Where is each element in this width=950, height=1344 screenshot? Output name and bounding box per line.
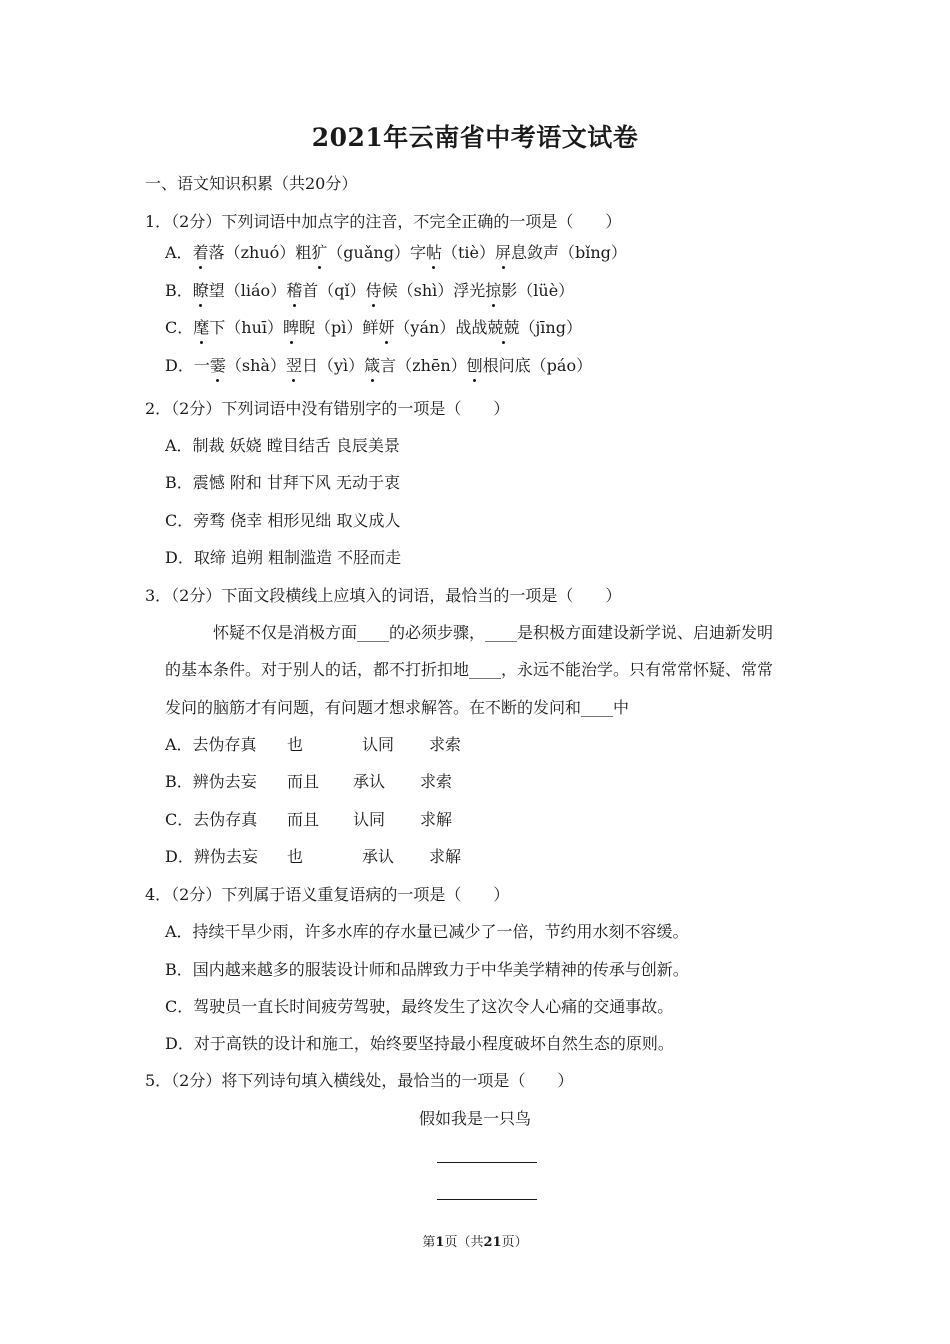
poem-blank-2: [437, 1199, 537, 1200]
question-3-option-a: A．去伪存真 也 认同 求索: [165, 735, 462, 754]
question-4-stem: 4．（2分）下列属于语义重复语病的一项是（ ）: [145, 885, 510, 904]
question-2-stem: 2．（2分）下列词语中没有错别字的一项是（ ）: [145, 399, 510, 418]
question-3-passage-line-1: 怀疑不仅是消极方面____的必须步骤，____是积极方面建设新学说、启迪新发明: [213, 623, 774, 642]
question-2-option-a: A．制裁 妖娆 瞠目结舌 良辰美景: [165, 436, 400, 455]
question-2-option-d: D．取缔 追朔 粗制滥造 不胫而走: [165, 548, 402, 567]
question-1-stem: 1．（2分）下列词语中加点字的注音，不完全正确的一项是（ ）: [145, 212, 622, 231]
question-5-stem: 5．（2分）将下列诗句填入横线处，最恰当的一项是（ ）: [145, 1071, 574, 1090]
question-3-stem: 3．（2分）下面文段横线上应填入的词语，最恰当的一项是（ ）: [145, 586, 622, 605]
question-3-passage-line-2: 的基本条件。对于别人的话，都不打折扣地____，永远不能治学。只有常常怀疑、常常: [165, 660, 774, 679]
poem-blank-1: [437, 1162, 537, 1163]
page-title: 2021年云南省中考语文试卷: [311, 123, 639, 152]
question-3-passage-line-3: 发问的脑筋才有问题，有问题才想求解答。在不断的发问和____中: [165, 698, 630, 717]
question-4-option-c: C．驾驶员一直长时间疲劳驾驶，最终发生了这次令人心痛的交通事故。: [165, 997, 674, 1016]
poem-line-1: 假如我是一只鸟: [418, 1109, 531, 1128]
question-2-option-b: B．震憾 附和 甘拜下风 无动于衷: [165, 473, 401, 492]
question-1-option-a: A．着落（zhuó）粗犷（guǎng）字帖（tiè）屏息敛声（bǐng）: [165, 243, 627, 262]
question-3-option-d: D．辨伪去妄 也 承认 求解: [165, 847, 462, 866]
question-3-option-c: C．去伪存真 而且 认同 求解: [165, 810, 453, 829]
section-heading: 一、语文知识积累（共20分）: [145, 174, 358, 193]
question-3-option-b: B．辨伪去妄 而且 承认 求索: [165, 772, 453, 791]
question-1-option-d: D．一霎（shà）翌日（yì）箴言（zhēn）刨根问底（páo）: [165, 356, 593, 375]
question-1-option-b: B．瞭望（liáo）稽首（qǐ）侍候（shì）浮光掠影（lüè）: [165, 281, 575, 300]
question-1-option-c: C．麾下（huī）睥睨（pì）鲜妍（yán）战战兢兢（jīng）: [165, 318, 582, 337]
question-4-option-d: D．对于高铁的设计和施工，始终要坚持最小程度破坏自然生态的原则。: [165, 1034, 674, 1053]
question-4-option-a: A．持续干旱少雨，许多水库的存水量已减少了一倍，节约用水刻不容缓。: [165, 922, 689, 941]
question-2-option-c: C．旁骛 侥幸 相形见绌 取义成人: [165, 511, 401, 530]
page-footer: 第1页（共21页）: [422, 1235, 528, 1250]
question-4-option-b: B．国内越来越多的服装设计师和品牌致力于中华美学精神的传承与创新。: [165, 960, 689, 979]
